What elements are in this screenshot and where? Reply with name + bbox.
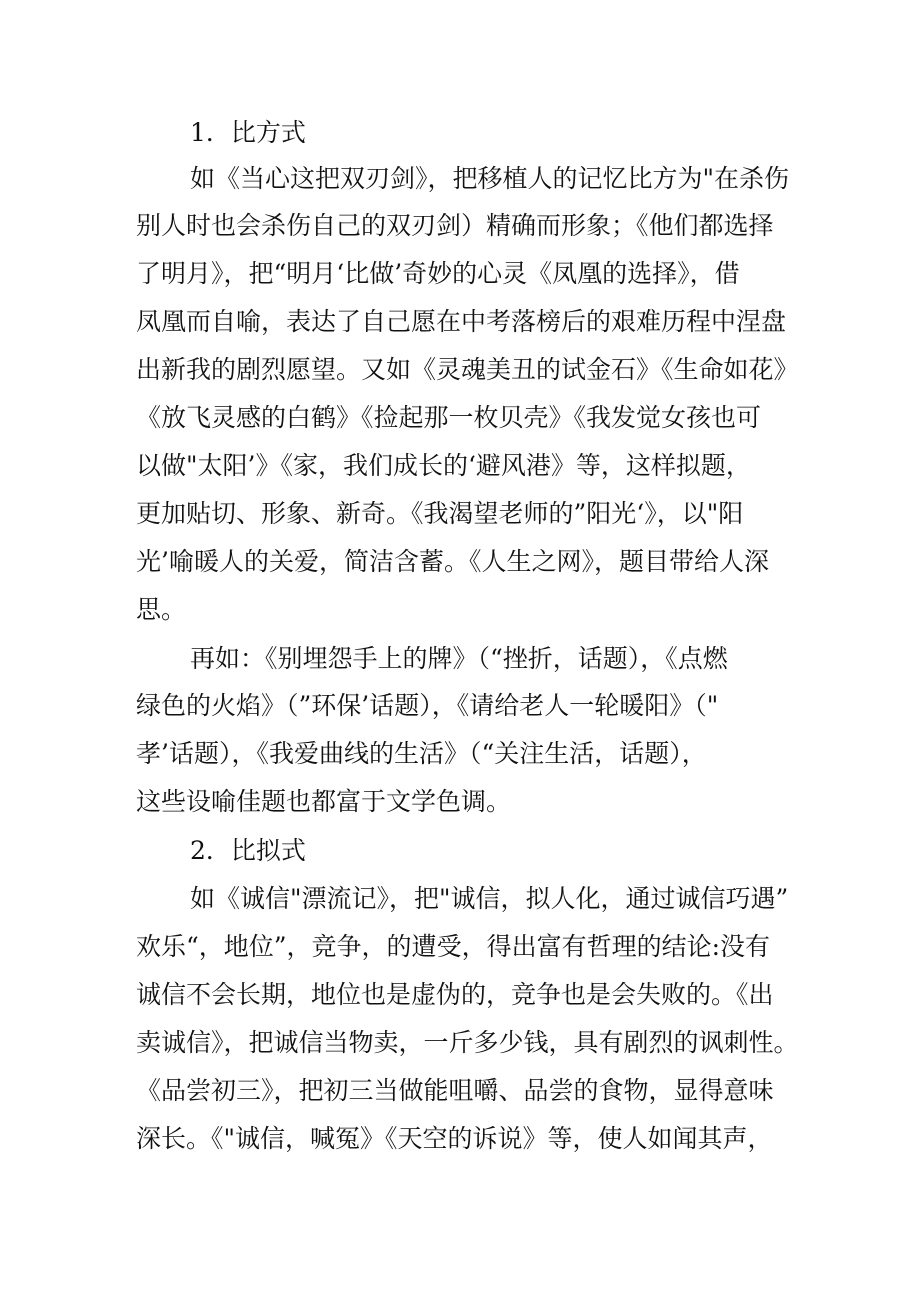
text-line: 再如：《别埋怨手上的牌》（“挫折，话题），《点燃	[190, 644, 728, 673]
text-line: 《放飞灵感的白鹤》《捡起那一枚贝壳》《我发觉女孩也可	[136, 403, 762, 432]
text-line: 卖诚信》，把诚信当物卖，一斤多少钱，具有剧烈的讽刺性。	[136, 1028, 799, 1057]
text-line: 《品尝初三》，把初三当做能咀嚼、品尝的食物，显得意味	[136, 1076, 774, 1105]
heading-metaphor: 1．比方式	[190, 118, 306, 147]
text-line: 思。	[136, 595, 187, 624]
text-line: 别人时也会杀伤自己的双刃剑）精确而形象；《他们都选择	[136, 211, 774, 240]
text-line: 如《诚信"漂流记》，把"诚信，拟人化，通过诚信巧遇”	[190, 884, 789, 913]
text-line: 诚信不会长期，地位也是虚伪的，竞争也是会失败的。《出	[136, 980, 774, 1009]
text-line: 了明月》，把“明月‘比做’奇妙的心灵《凤凰的选择》，借	[136, 259, 740, 288]
text-line: 更加贴切、形象、新奇。《我渴望老师的”阳光‘》，以"阳	[136, 499, 744, 528]
text-line: 深长。《"诚信，喊冤》《天空的诉说》等，使人如闻其声，	[136, 1124, 773, 1153]
text-line: 以做"太阳’》《家，我们成长的‘避风港》等，这样拟题，	[136, 451, 751, 480]
text-line: 凤凰而自喻，表达了自己愿在中考落榜后的艰难历程中涅盘	[136, 307, 787, 336]
heading-personification: 2．比拟式	[190, 836, 306, 865]
text-line: 孝’话题），《我爱曲线的生活》（“关注生活，话题），	[136, 739, 707, 768]
text-line: 欢乐“，地位”，竞争，的遭受，得出富有哲理的结论:没有	[136, 932, 770, 961]
text-line: 绿色的火焰》（”环保’话题），《请给老人一轮暖阳》（"	[136, 691, 719, 720]
text-line: 光’喻暖人的关爱，简洁含蓄。《人生之网》，题目带给人深	[136, 547, 769, 576]
text-line: 这些设喻佳题也都富于文学色调。	[136, 787, 512, 816]
text-line: 出新我的剧烈愿望。又如《灵魂美丑的试金石》《生命如花》	[136, 355, 799, 384]
text-line: 如《当心这把双刃剑》，把移植人的记忆比方为"在杀伤	[190, 164, 790, 193]
